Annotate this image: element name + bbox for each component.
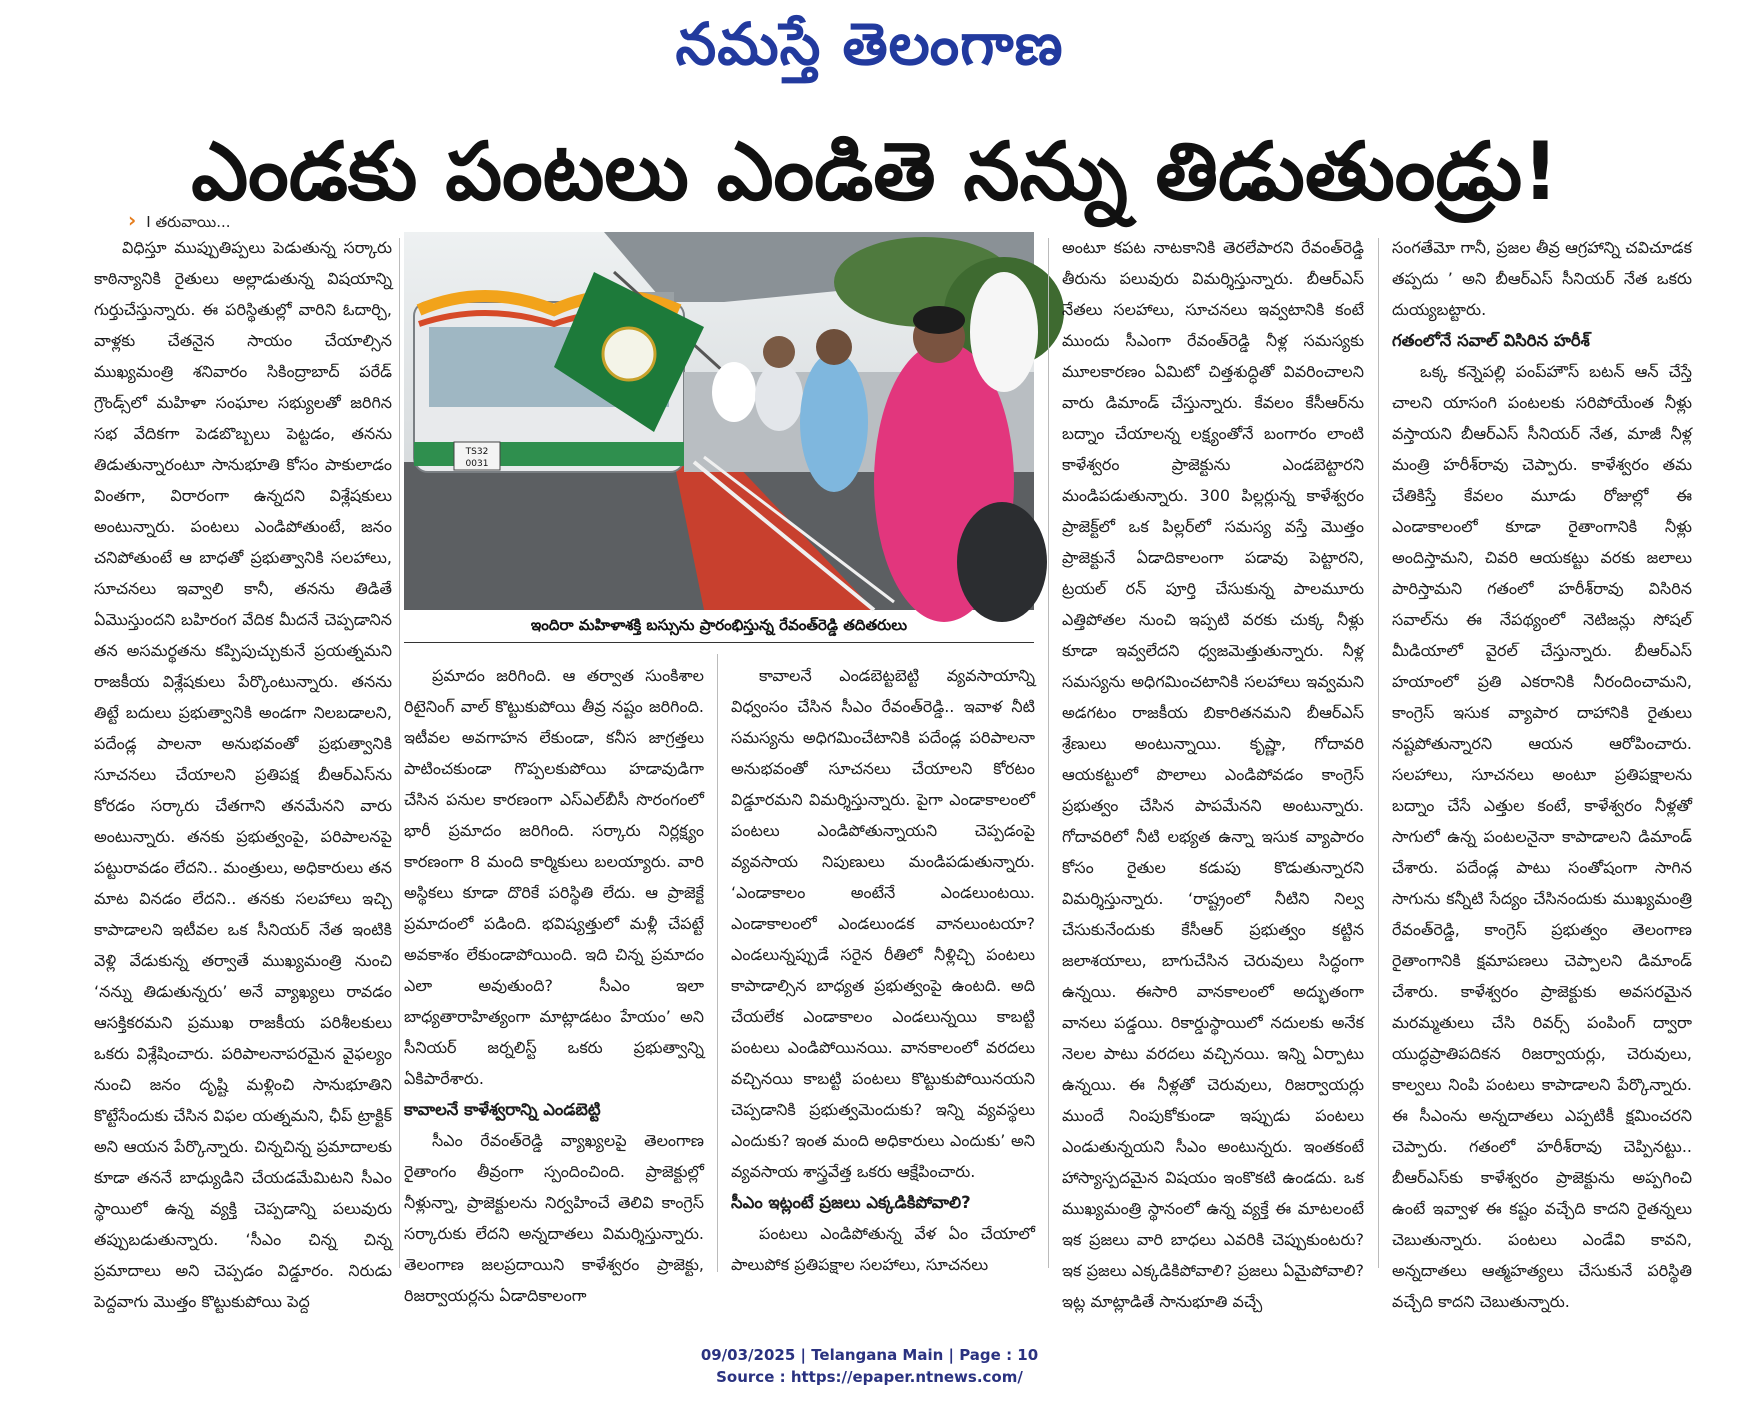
footer-date-line: 09/03/2025 | Telangana Main | Page : 10 (700, 1346, 1039, 1364)
masthead: నమస్తే తెలంగాణ (675, 10, 1064, 78)
footer-source-link[interactable]: Source : https://epaper.ntnews.com/ (716, 1368, 1023, 1386)
column-divider (1048, 238, 1049, 1268)
article-column-2 (404, 660, 704, 1305)
caption-underline (404, 642, 1034, 643)
article-column-3 (731, 660, 1035, 1272)
paragraph: ఒక్క కన్నెపల్లి పంప్‌హౌస్ బటన్ ఆన్ చేస్తే చాలని యాసంగి పంటలకు సరిపోయేంత నీళ్లు వస్తాయని బీఆర్‌ఎస్ సీనియర్ నేత, మాజీ నీళ్ల మంత్రి హరీశ్‌రావు చెప్పారు. కాళేశ్వరం తమ చేతికిస్తే కేవలం మూడు రోజుల్లో ఈ ఎండాకాలంలో కూడా రైతాంగానికి నీళ్లు అందిస్తామని, చివరి ఆయకట్టు వరకు జలాలు పారిస్తామని గతంలో హరీశ్‌రావు విసిరిన సవాల్‌ను ఈ నేపథ్యంలో నెటిజన్లు సోషల్ మీడియాలో వైరల్ చేస్తున్నారు. బీఆర్‌ఎస్ హయాంలో ప్రతి ఎకరానికి నీరందించామని, కాంగ్రెస్ ఇసుక వ్యాపార దాహానికి రైతులు నష్టపోతున్నారని ఆయన ఆరోపించారు. సలహాలు, సూచనలు అంటూ ప్రతిపక్షాలను బద్నాం చేసే ఎత్తుల కంటే, కాళేశ్వరం నీళ్లతో సాగులో ఉన్న పంటలనైనా కాపాడాలని డిమాండ్ చేశారు. పదేండ్ల పాటు సంతోషంగా సాగిన సాగును కన్నీటి సేద్యం చేసినందుకు ముఖ్యమంత్రి రేవంత్‌రెడ్డి, కాంగ్రెస్ ప్రభుత్వం తెలంగాణ రైతాంగానికి క్షమాపణలు చెప్పాలని డిమాండ్ చేశారు. కాళేశ్వరం ప్రాజెక్టుకు అవసరమైన మరమ్మతులు చేసి రివర్స్ పంపింగ్ ద్వారా యుద్ధప్రాతిపదికన రిజర్వాయర్లు, చెరువులు, కాల్వలు నింపి పంటలు కాపాడాలని పేర్కొన్నారు. ఈ సీఎంను అన్నదాతలు ఎప్పటికీ క్షమించరని చెప్పారు. గతంలో హరీశ్‌రావు చెప్పినట్టు.. బీఆర్‌ఎస్‌కు కాళేశ్వరం ప్రాజెక్టును అప్పగించి ఉంటే ఇవ్వాళ ఈ కష్టం వచ్చేది కాదని రైతన్నలు చెబుతున్నారు. పంటలు ఎండేవి కావని, అన్నదాతలు ఆత్మహత్యలు చేసుకునే పరిస్థితి వచ్చేది కాదని చెబుతున్నారు. (1392, 362, 1692, 1311)
subheading: సీఎం ఇట్లంటే ప్రజలు ఎక్కడికిపోవాలి? (731, 1193, 971, 1212)
page-footer (0, 1344, 1739, 1388)
paragraph: సంగతేమో గానీ, ప్రజల తీవ్ర ఆగ్రహాన్ని చవిచూడక తప్పదు ’ అని బీఆర్‌ఎస్ సీనియర్ నేత ఒకరు దుయ్యబట్టారు. (1392, 238, 1692, 319)
column-divider (717, 654, 718, 1272)
bus-plate-line1: TS32 (465, 447, 489, 457)
paragraph: సీఎం రేవంత్‌రెడ్డి వ్యాఖ్యలపై తెలంగాణ రైతాంగం తీవ్రంగా స్పందించింది. ప్రాజెక్టుల్లో నీళ్లున్నా, ప్రాజెక్టులను నిర్వహించే తెలివి కాంగ్రెస్ సర్కారుకు లేదని అన్నదాతలు విమర్శిస్తున్నారు. తెలంగాణ జలప్రదాయిని కాళేశ్వరం ప్రాజెక్టు, రిజర్వాయర్లను ఏడాదికాలంగా (404, 1131, 704, 1305)
photo-caption: ఇందిరా మహిళాశక్తి బస్సును ప్రారంభిస్తున్న రేవంత్‌రెడ్డి తదితరులు (530, 616, 908, 634)
paragraph: విధిస్తూ ముప్పుతిప్పలు పెడుతున్న సర్కారు కాఠిన్యానికి రైతులు అల్లాడుతున్న విషయాన్ని గుర్తుచేస్తున్నారు. ఈ పరిస్థితుల్లో వారిని ఓదార్చి, వాళ్లకు చేతనైన సాయం చేయాల్సిన ముఖ్యమంత్రి శనివారం సికింద్రాబాద్ పరేడ్ గ్రౌండ్స్‌లో మహిళా సంఘాల సభ్యులతో జరిగిన సభ వేదికగా పెడబొబ్బలు పెట్టడం, తనను తిడుతున్నారంటూ సానుభూతి కోసం పాకులాడం వింతగా, విరారంగా ఉన్నదని విశ్లేషకులు అంటున్నారు. పంటలు ఎండిపోతుంటే, జనం చనిపోతుంటే ఆ బాధతో ప్రభుత్వానికి సలహాలు, సూచనలు ఇవ్వాలి కానీ, తనను తిడితే ఏమొస్తుందని బహిరంగ వేదిక మీదనే చెప్పడానిన తన అసమర్థతను కప్పిపుచ్చుకునే ప్రయత్నమని రాజకీయ విశ్లేషకులు పేర్కొంటున్నారు. తనను తిట్టే బదులు ప్రభుత్వానికి అండగా నిలబడాలని, పదేండ్ల పాలనా అనుభవంతో ప్రభుత్వానికి సూచనలు చేయాలని ప్రతిపక్ష బీఆర్‌ఎస్‌ను కోరడం సర్కారు చేతగాని తనమేనని వారు అంటున్నారు. తనకు ప్రభుత్వంపై, పరిపాలనపై పట్టురావడం లేదని.. మంత్రులు, అధికారులు తన మాట వినడం లేదని.. తనకు సలహాలు ఇచ్చి కాపాడాలని ఇటీవల ఒక సీనియర్ నేత ఇంటికి వెళ్లి వేడుకున్న తర్వాతే ముఖ్యమంత్రి నుంచి ‘నన్ను తిడుతున్నరు’ అనే వ్యాఖ్యలు రావడం ఆసక్తికరమని ప్రముఖ రాజకీయ పరిశీలకులు ఒకరు విశ్లేషించారు. పరిపాలనాపరమైన వైఫల్యం నుంచి జనం దృష్టి మళ్లించి సానుభూతిని కొట్టేసేందుకు చేసిన విఫల యత్నమని, ఛీప్ ట్రాక్టిక్ అని ఆయన పేర్కొన్నారు. చిన్నచిన్న ప్రమాదాలకు కూడా తననే బాధ్యుడిని చేయడమేమిటని సీఎం స్థాయిలో ఉన్న వ్యక్తి చెప్పడాన్ని పలువురు తప్పుబడుతున్నారు. ‘సీఎం చిన్న చిన్న ప్రమాదాలు అని చెప్పడం విడ్డూరం. నిరుడు పెద్దవాగు మొత్తం కొట్టుకుపోయి పెద్ద (94, 238, 392, 1311)
subheading: గతంలోనే సవాల్ విసిరిన హరీశ్ (1392, 331, 1590, 350)
article-column-5 (1392, 232, 1692, 1311)
chevron-right-icon: › (128, 208, 137, 232)
paragraph: ప్రమాదం జరిగింది. ఆ తర్వాత సుంకిశాల రిటైనింగ్ వాల్ కొట్టుకుపోయి తీవ్ర నష్టం జరిగింది. ఇటీవల అవగాహన లేకుండా, కనీస జాగ్రత్తలు పాటించకుండా గొప్పలకుపోయి హడావుడిగా చేసిన పనుల కారణంగా ఎస్‌ఎల్‌బీసీ సొరంగంలో భారీ ప్రమాదం జరిగింది. సర్కారు నిర్లక్ష్యం కారణంగా 8 మంది కార్మికులు బలయ్యారు. వారి అస్థికలు కూడా దొరికే పరిస్థితి లేదు. ఆ ప్రాజెక్టే ప్రమాదంలో పడింది. భవిష్యత్తులో మళ్లీ చేపట్టే అవకాశం లేకుండాపోయింది. ఇది చిన్న ప్రమాదం ఎలా అవుతుంది? సీఎం ఇలా బాధ్యతారాహిత్యంగా మాట్లాడటం హేయం’ అని సీనియర్ జర్నలిస్ట్ ఒకరు ప్రభుత్వాన్ని ఏకిపారేశారు. (404, 666, 704, 1088)
article-column-1 (94, 232, 392, 1311)
news-photo (404, 232, 1034, 610)
paragraph: కావాలనే ఎండబెట్టబెట్టి వ్యవసాయాన్ని విధ్వంసం చేసిన సీఎం రేవంత్‌రెడ్డి.. ఇవాళ నీటి సమస్యను అధిగమించేటానికి పదేండ్ల పరిపాలనా అనుభవంతో సూచనలు చేయాలని కోరటం విడ్డూరమని విమర్శిస్తున్నారు. పైగా ఎండాకాలంలో పంటలు ఎండిపోతున్నాయని చెప్పడంపై వ్యవసాయ నిపుణులు మండిపడుతున్నారు. ‘ఎండాకాలం అంటేనే ఎండలుంటయి. ఎండాకాలంలో ఎండలుండక వానలుంటయా? ఎండలున్నప్పుడే సరైన రీతిలో నీళ్లిచ్చి పంటలు కాపాడాల్సిన బాధ్యత ప్రభుత్వంపై ఉంటది. అది చేయలేక ఎండాకాలం ఎండలున్నయి కాబట్టి పంటలు ఎండిపోయినయి. వానకాలంలో వరదలు వచ్చినయి కాబట్టి పంటలు కొట్టుకుపోయినయని చెప్పడానికి ప్రభుత్వమెందుకు? ఇన్ని వ్యవస్థలు ఎందుకు? ఇంత మంది అధికారులు ఎందుకు’ అని వ్యవసాయ శాస్త్రవేత్త ఒకరు ఆక్షేపించారు. (731, 666, 1035, 1181)
bus-plate-line2: 0031 (465, 459, 489, 469)
column-divider (399, 238, 400, 1268)
paragraph: పంటలు ఎండిపోతున్న వేళ ఏం చేయాలో పాలుపోక ప్రతిపక్షాల సలహాలు, సూచనలు (731, 1224, 1035, 1274)
continued-label (128, 208, 231, 235)
continued-text: I తరువాయి... (146, 213, 231, 231)
headline: ఎండకు పంటలు ఎండితె నన్ను తిడుతుండ్రు! (191, 125, 1559, 218)
column-divider (1378, 238, 1379, 1268)
article-column-4 (1062, 232, 1364, 1311)
paragraph: అంటూ కపట నాటకానికి తెరలేపారని రేవంత్‌రెడ్డి తీరును పలువురు విమర్శిస్తున్నారు. బీఆర్‌ఎస్ నేతలు సలహాలు, సూచనలు ఇవ్వటానికి కంటే ముందు సీఎంగా రేవంత్‌రెడ్డి నీళ్ల సమస్యకు మూలకారణం ఏమిటో చిత్తశుద్ధితో వివరించాలని వారు డిమాండ్ చేస్తున్నారు. కేవలం కేసీఆర్‌ను బద్నాం చేయాలన్న లక్ష్యంతోనే బంగారం లాంటి కాళేశ్వరం ప్రాజెక్టును ఎండబెట్టారని మండిపడుతున్నారు. 300 పిల్లర్లున్న కాళేశ్వరం ప్రాజెక్ట్‌లో ఒక పిల్లర్‌లో సమస్య వస్తే మొత్తం ప్రాజెక్టునే ఏడాదికాలంగా పడావు పెట్టారని, ట్రయల్ రన్ పూర్తి చేసుకున్న పాలమూరు ఎత్తిపోతల నుంచి ఇప్పటి వరకు చుక్క నీళ్లు కూడా ఇవ్వలేదని ధ్వజమెత్తుతున్నారు. నీళ్ల సమస్యను అధిగమించటానికి సలహాలు ఇవ్వమని అడగటం రాజకీయ బికారితనమని బీఆర్‌ఎస్ శ్రేణులు అంటున్నాయి. కృష్ణా, గోదావరి ఆయకట్టులో పొలాలు ఎండిపోవడం కాంగ్రెస్ ప్రభుత్వం చేసిన పాపమేనని అంటున్నారు. గోదావరిలో నీటి లభ్యత ఉన్నా ఇసుక వ్యాపారం కోసం రైతుల కడుపు కొడుతున్నారని విమర్శిస్తున్నారు. ‘రాష్ట్రంలో నీటిని నిల్వ చేసుకునేందుకు కేసీఆర్ ప్రభుత్వం కట్టిన జలాశయాలు, బాగుచేసిన చెరువులు సిద్ధంగా ఉన్నయి. ఈసారి వానకాలంలో అద్భుతంగా వానలు పడ్డయి. రికార్డుస్థాయిలో నదులకు అనేక నెలల పాటు వరదలు వచ్చినయి. ఇన్ని ఏర్పాటు ఉన్నయి. ఈ నీళ్లతో చెరువులు, రిజర్వాయర్లు ముందే నింపుకోకుండా ఇప్పుడు పంటలు ఎండుతున్నయని సీఎం అంటున్నరు. ఇంతకంటే హాస్యాస్పదమైన విషయం ఇంకొకటి ఉండదు. ఒక ముఖ్యమంత్రి స్థానంలో ఉన్న వ్యక్తే ఈ మాటలంటే ఇక ప్రజలు వారి బాధలు ఎవరికి చెప్పుకుంటరు? ఇక ప్రజలు ఎక్కడికిపోవాలి? ప్రజలు ఏమైపోవాలి? ఇట్ల మాట్లాడితే సానుభూతి వచ్చే (1062, 238, 1364, 1311)
subheading: కావాలనే కాళేశ్వరాన్ని ఎండబెట్టి (404, 1100, 601, 1119)
